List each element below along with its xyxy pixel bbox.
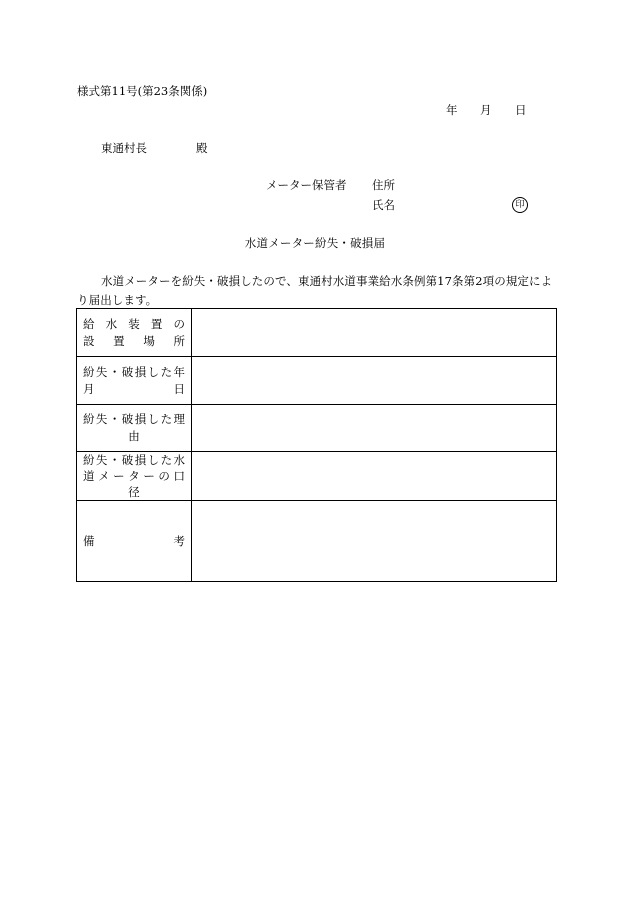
address-label: 住所 (372, 178, 395, 192)
location-value-cell[interactable] (192, 309, 557, 357)
name-label: 氏名 (372, 198, 395, 212)
date-label-line1: 紛失・破損した年 (83, 364, 185, 379)
meter-label-line2: 道メーターの口 (83, 469, 185, 483)
location-label-line2: 設置場所 (83, 333, 185, 348)
meter-label-line1: 紛失・破損した水 (83, 453, 185, 467)
location-label-cell (77, 309, 192, 357)
table-row-location (77, 309, 557, 357)
meter-value-cell[interactable] (192, 452, 557, 501)
reason-label-cell (77, 405, 192, 452)
table-row-meter-diameter (77, 452, 557, 501)
reason-label-line2: 由 (128, 429, 140, 443)
remarks-label (83, 533, 185, 550)
date-value-cell[interactable] (192, 357, 557, 405)
document-title: 水道メーター紛失・破損届 (244, 236, 386, 250)
seal-icon: 印 (512, 197, 528, 213)
remarks-value-cell[interactable] (192, 501, 557, 582)
date-label-cell (77, 357, 192, 405)
form-number: 様式第11号(第23条関係) (77, 84, 208, 98)
reason-label-line1: 紛失・破損した理 (83, 412, 185, 426)
report-table (76, 308, 557, 582)
table-row-date (77, 357, 557, 405)
declaration-text: 水道メーターを紛失・破損したので、東通村水道事業給水条例第17条第2項の規定により届出します。 (77, 274, 553, 307)
addressee-honorific: 殿 (196, 141, 208, 155)
table-row-reason (77, 405, 557, 452)
reason-value-cell[interactable] (192, 405, 557, 452)
meter-label-cell (77, 452, 192, 501)
date-day-label: 日 (515, 103, 527, 117)
date-year-label: 年 (446, 103, 458, 117)
date-label-month: 月 (83, 381, 95, 396)
remarks-label-right: 考 (173, 533, 185, 548)
meter-custodian-label: メーター保管者 (266, 178, 347, 192)
remarks-label-left: 備 (83, 533, 95, 548)
remarks-label-cell (77, 501, 192, 582)
addressee-name: 東通村長 (101, 141, 147, 155)
location-label-line1: 給水装置の (83, 316, 185, 331)
table-row-remarks (77, 501, 557, 582)
date-label-day: 日 (173, 381, 185, 396)
date-month-label: 月 (480, 103, 492, 117)
date-label-line2 (83, 381, 185, 398)
meter-label-line3: 径 (128, 485, 140, 499)
